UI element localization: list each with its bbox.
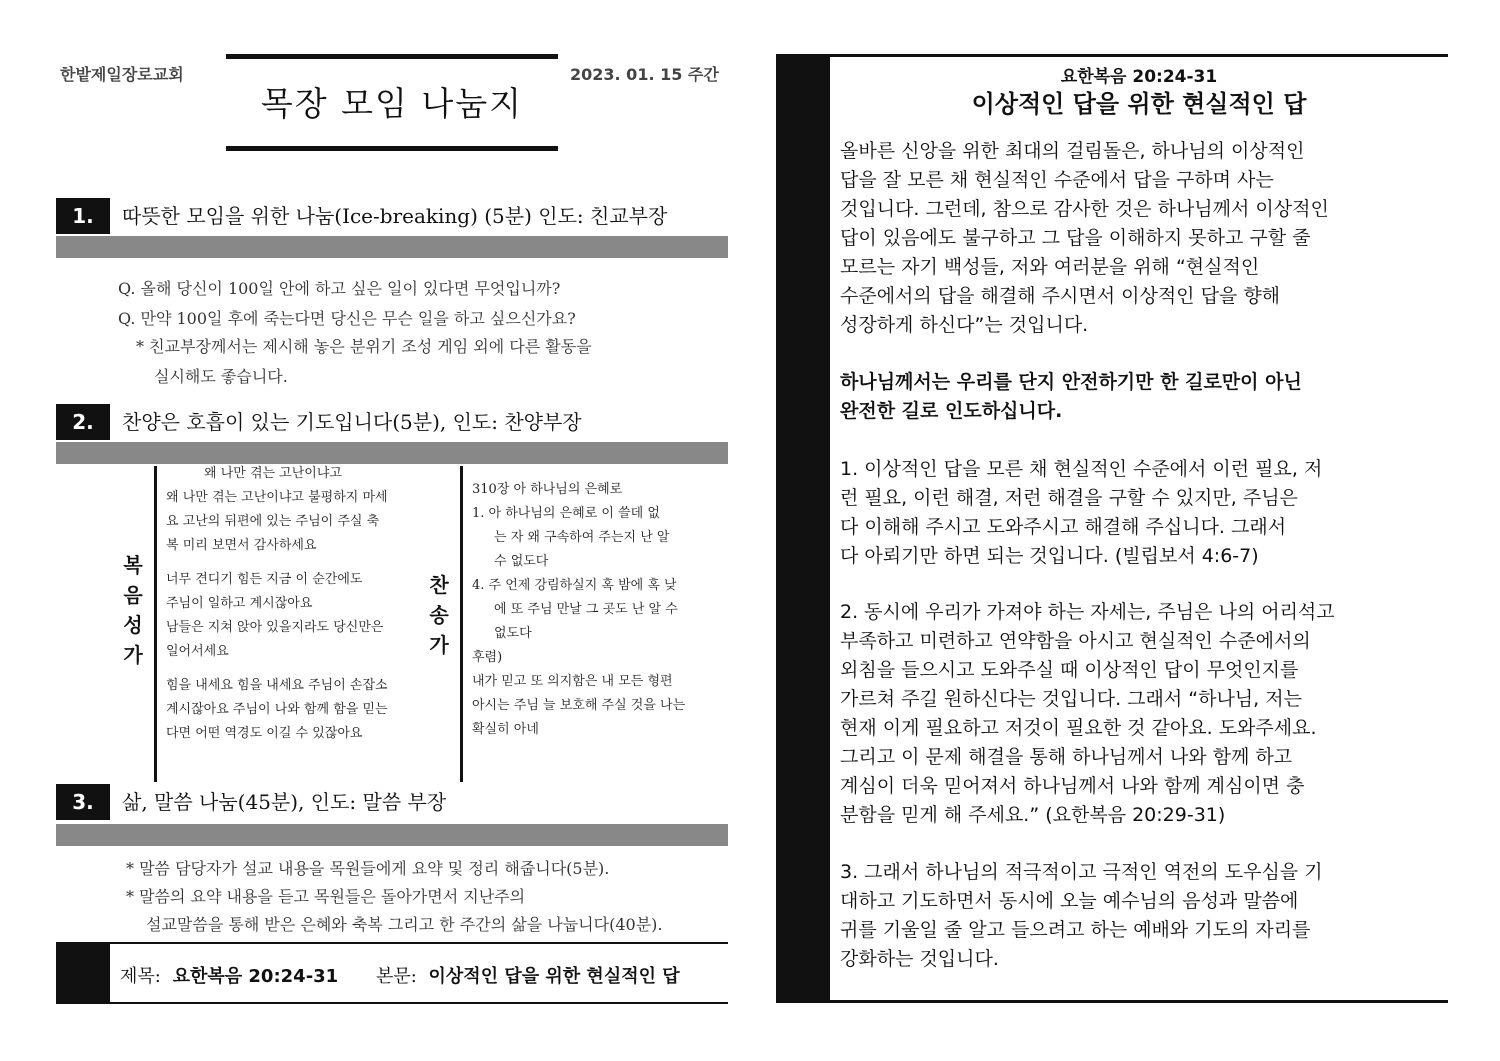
- point-2-line: 분함을 믿게 해 주세요.” (요한복음 20:29-31): [840, 804, 1226, 826]
- lyric-line: 남들은 지쳐 앉아 있을지라도 당신만은: [166, 620, 384, 635]
- bulletin-date: 2023. 01. 15 주간: [570, 65, 719, 84]
- section-1-title: 따뜻한 모임을 위한 나눔(Ice-breaking) (5분) 인도: 친교부장: [122, 204, 668, 228]
- intro-line: 올바른 신앙을 위한 최대의 걸림돌은, 하나님의 이상적인: [840, 140, 1305, 162]
- question-2: Q. 만약 100일 후에 죽는다면 당신은 무슨 일을 하고 싶으신가요?: [118, 309, 576, 328]
- section-2-bar: [56, 442, 728, 464]
- right-side-bar: [776, 54, 830, 1003]
- point-3-line: 귀를 기울일 줄 알고 들으려고 하는 예배와 기도의 자리를: [840, 919, 1311, 941]
- point-2-line: 그리고 이 문제 해결을 통해 하나님께서 나와 함께 하고: [840, 746, 1293, 768]
- lyric-line: 왜 나만 겪는 고난이냐고 불평하지 마세: [166, 490, 388, 505]
- point-2-line: 부족하고 미련하고 연약함을 아시고 현실적인 수준에서의: [840, 630, 1311, 652]
- lyric-line: 계시잖아요 주님이 나와 함께 함을 믿는: [166, 702, 388, 717]
- title-rule-bottom: [226, 146, 558, 151]
- right-bottom-rule: [776, 1000, 1448, 1003]
- sermon-heading: 이상적인 답을 위한 현실적인 답: [971, 90, 1307, 118]
- point-2-line: 현재 이게 필요하고 저것이 필요한 것 같아요. 도와주세요.: [840, 717, 1317, 739]
- point-2-line: 외침을 들으시고 도와주실 때 이상적인 답이 무엇인지를: [840, 659, 1299, 681]
- church-name: 한밭제일장로교회: [60, 65, 184, 84]
- point-3-line: 대하고 기도하면서 동시에 오늘 예수님의 음성과 말씀에: [840, 890, 1299, 912]
- hymn-line: 내가 믿고 또 의지함은 내 모든 형편: [472, 674, 673, 689]
- section-1-number: 1.: [56, 198, 110, 234]
- point-1-line: 다 이해해 주시고 도와주시고 해결해 주십니다. 그래서: [840, 516, 1287, 538]
- sermon-text: 이상적인 답을 위한 현실적인 답: [428, 966, 680, 987]
- lyric-line: 왜 나만 겪는 고난이냐고: [204, 466, 342, 481]
- section-1-header: [56, 198, 728, 234]
- point-1-line: 다 아뢰기만 하면 되는 것입니다. (빌립보서 4:6-7): [840, 545, 1259, 567]
- section-3-note-1: * 말씀 담당자가 설교 내용을 목원들에게 요약 및 정리 해줍니다(5분).: [126, 859, 610, 878]
- point-2-line: 가르쳐 주길 원하신다는 것입니다. 그래서 “하나님, 저는: [840, 688, 1302, 710]
- lyric-line: 복 미리 보면서 감사하세요: [166, 538, 317, 553]
- hymn-line: 아시는 주님 늘 보호해 주실 것을 나는: [472, 698, 686, 713]
- song-divider-left: [154, 466, 157, 782]
- hymn-line: 확실히 아네: [472, 722, 539, 737]
- sermon-title-row: [120, 962, 680, 988]
- section-1-bar: [56, 236, 728, 258]
- hymn-line: 는 자 왜 구속하여 주는지 난 알: [494, 530, 670, 545]
- scripture-reference: 요한복음 20:24-31: [1060, 67, 1218, 87]
- hymn-line: 에 또 주님 만날 그 곳도 난 알 수: [494, 602, 678, 617]
- gospel-song-label: 복 음 성 가: [123, 553, 143, 667]
- sermon-title: 요한복음 20:24-31: [172, 966, 339, 987]
- section-3-title: 삶, 말씀 나눔(45분), 인도: 말씀 부장: [122, 790, 447, 814]
- hymn-line: 310장 아 하나님의 은혜로: [472, 482, 623, 497]
- gospel-lyrics: [166, 462, 456, 746]
- section-1-note-2: 실시해도 좋습니다.: [154, 367, 288, 386]
- point-3-line: 3. 그래서 하나님의 적극적이고 극적인 역전의 도우심을 기: [840, 861, 1323, 883]
- point-1-line: 1. 이상적인 답을 모른 채 현실적인 수준에서 이런 필요, 저: [840, 458, 1323, 480]
- hymn-line: 수 없도다: [494, 554, 549, 569]
- intro-line: 답이 있음에도 불구하고 그 답을 이해하지 못하고 구할 줄: [840, 227, 1311, 249]
- section-3-note-2: * 말씀의 요약 내용을 듣고 목원들은 돌아가면서 지난주의: [126, 887, 526, 906]
- point-1-line: 런 필요, 이런 해결, 저런 해결을 구할 수 있지만, 주님은: [840, 487, 1298, 509]
- section-3-note-3: 설교말씀을 통해 받은 은혜와 축복 그리고 한 주간의 삶을 나눕니다(40분).: [146, 915, 663, 934]
- sermon-text-label: 본문:: [375, 966, 417, 987]
- section-3-header: [56, 784, 728, 820]
- point-2-line: 2. 동시에 우리가 가져야 하는 자세는, 주님은 나의 어리석고: [840, 601, 1335, 623]
- intro-line: 답을 잘 모른 채 현실적인 수준에서 답을 구하며 사는: [840, 169, 1274, 191]
- sermon-title-label: 제목:: [120, 966, 161, 987]
- section-1-note-1: * 친교부장께서는 제시해 놓은 분위기 조성 게임 외에 다른 활동을: [136, 337, 592, 356]
- intro-line: 모르는 자기 백성들, 저와 여러분을 위해 “현실적인: [840, 256, 1260, 278]
- section-3-number: 3.: [56, 784, 110, 820]
- hymn-line: 4. 주 언제 강림하실지 혹 밤에 혹 낮: [472, 578, 677, 593]
- lyric-line: 주님이 일하고 계시잖아요: [166, 596, 313, 611]
- page-title: 목장 모임 나눔지: [260, 84, 524, 123]
- sermon-info-box: [56, 942, 728, 1004]
- song-area: [56, 466, 728, 782]
- title-rule-top: [226, 54, 558, 59]
- point-3-line: 강화하는 것입니다.: [840, 948, 999, 970]
- key-statement-line: 하나님께서는 우리를 단지 안전하기만 한 길로만이 아닌: [840, 371, 1302, 393]
- hymn-line: 후렴): [472, 650, 503, 665]
- key-statement-line: 완전한 길로 인도하십니다.: [840, 400, 1063, 422]
- lyric-line: 일어서세요: [166, 644, 229, 659]
- section-2-number: 2.: [56, 404, 110, 440]
- hymn-line: 1. 아 하나님의 은혜로 이 쓸데 없: [472, 506, 660, 521]
- intro-line: 수준에서의 답을 해결해 주시면서 이상적인 답을 향해: [840, 285, 1281, 307]
- section-2-title: 찬양은 호흡이 있는 기도입니다(5분), 인도: 찬양부장: [122, 410, 582, 434]
- song-divider-middle: [460, 466, 463, 782]
- right-top-rule: [776, 54, 1448, 57]
- point-2-line: 계심이 더욱 믿어져서 하나님께서 나와 함께 계심이면 충: [840, 775, 1305, 797]
- intro-line: 것입니다. 그런데, 참으로 감사한 것은 하나님께서 이상적인: [840, 198, 1329, 220]
- lyric-line: 요 고난의 뒤편에 있는 주님이 주실 축: [166, 514, 380, 529]
- section-2-header: [56, 404, 728, 440]
- lyric-line: 너무 견디기 힘든 지금 이 순간에도: [166, 572, 363, 587]
- hymn-label: 찬 송 가: [429, 573, 449, 657]
- lyric-line: 힘을 내세요 힘을 내세요 주님이 손잡소: [166, 678, 388, 693]
- question-1: Q. 올해 당신이 100일 안에 하고 싶은 일이 있다면 무엇입니까?: [118, 279, 561, 298]
- hymn-lyrics: [472, 478, 724, 742]
- lyric-line: 다면 어떤 역경도 이길 수 있잖아요: [166, 726, 363, 741]
- hymn-line: 없도다: [494, 626, 532, 641]
- intro-line: 성장하게 하신다”는 것입니다.: [840, 314, 1089, 336]
- section-3-bar: [56, 824, 728, 846]
